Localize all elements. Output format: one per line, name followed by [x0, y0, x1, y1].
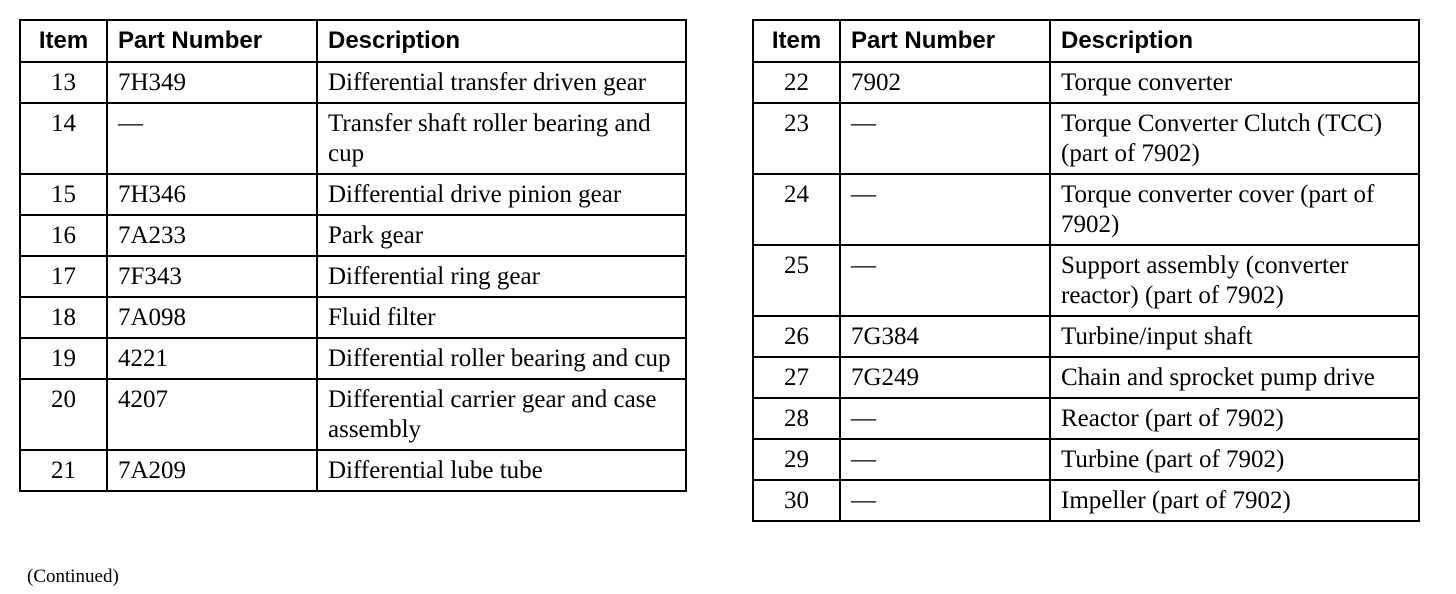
table-row — [20, 450, 686, 491]
table-header-row — [20, 20, 686, 62]
cell-description: Differential roller bearing and cup — [317, 338, 686, 379]
cell-item: 17 — [20, 256, 107, 297]
table-row — [753, 103, 1419, 174]
cell-description: Turbine (part of 7902) — [1050, 439, 1419, 480]
cell-part-number: — — [107, 103, 317, 174]
cell-description: Reactor (part of 7902) — [1050, 398, 1419, 439]
table-row — [753, 439, 1419, 480]
cell-part-number: 7A098 — [107, 297, 317, 338]
cell-part-number: — — [840, 174, 1050, 245]
cell-description: Turbine/input shaft — [1050, 316, 1419, 357]
cell-item: 19 — [20, 338, 107, 379]
cell-item: 20 — [20, 379, 107, 450]
cell-description: Differential lube tube — [317, 450, 686, 491]
header-part-number: Part Number — [840, 20, 1050, 62]
cell-part-number: — — [840, 103, 1050, 174]
cell-description: Torque converter cover (part of 7902) — [1050, 174, 1419, 245]
table-row — [20, 297, 686, 338]
table-row — [753, 174, 1419, 245]
table-row — [753, 357, 1419, 398]
cell-description: Chain and sprocket pump drive — [1050, 357, 1419, 398]
cell-description: Transfer shaft roller bearing and cup — [317, 103, 686, 174]
table-row — [753, 398, 1419, 439]
cell-item: 14 — [20, 103, 107, 174]
cell-item: 15 — [20, 174, 107, 215]
cell-part-number: 7H349 — [107, 62, 317, 103]
cell-description: Fluid filter — [317, 297, 686, 338]
cell-item: 29 — [753, 439, 840, 480]
header-description: Description — [317, 20, 686, 62]
cell-description: Differential ring gear — [317, 256, 686, 297]
table-row — [753, 480, 1419, 521]
cell-part-number: 7902 — [840, 62, 1050, 103]
cell-part-number: 4221 — [107, 338, 317, 379]
header-part-number: Part Number — [107, 20, 317, 62]
cell-description: Support assembly (converter reactor) (part of 7902) — [1050, 245, 1419, 316]
continued-note: (Continued) — [27, 566, 119, 587]
cell-description: Torque converter — [1050, 62, 1419, 103]
table-row — [753, 316, 1419, 357]
parts-table-left — [19, 19, 687, 492]
cell-item: 24 — [753, 174, 840, 245]
table-header-row — [753, 20, 1419, 62]
table-row — [20, 256, 686, 297]
cell-description: Torque Converter Clutch (TCC) (part of 7902) — [1050, 103, 1419, 174]
table-row — [20, 379, 686, 450]
cell-item: 27 — [753, 357, 840, 398]
cell-description: Differential carrier gear and case assembly — [317, 379, 686, 450]
cell-item: 30 — [753, 480, 840, 521]
cell-item: 18 — [20, 297, 107, 338]
header-item: Item — [753, 20, 840, 62]
header-description: Description — [1050, 20, 1419, 62]
cell-description: Differential transfer driven gear — [317, 62, 686, 103]
table-row — [20, 174, 686, 215]
parts-table-right — [752, 19, 1420, 522]
table-row — [20, 62, 686, 103]
cell-part-number: 7G384 — [840, 316, 1050, 357]
cell-part-number: — — [840, 398, 1050, 439]
header-item: Item — [20, 20, 107, 62]
table-row — [20, 215, 686, 256]
cell-part-number: 7A209 — [107, 450, 317, 491]
cell-description: Impeller (part of 7902) — [1050, 480, 1419, 521]
cell-item: 26 — [753, 316, 840, 357]
table-row — [753, 62, 1419, 103]
table-row — [753, 245, 1419, 316]
cell-item: 13 — [20, 62, 107, 103]
cell-part-number: — — [840, 245, 1050, 316]
cell-item: 28 — [753, 398, 840, 439]
cell-part-number: 7F343 — [107, 256, 317, 297]
cell-item: 21 — [20, 450, 107, 491]
cell-part-number: 4207 — [107, 379, 317, 450]
table-row — [20, 338, 686, 379]
cell-part-number: 7G249 — [840, 357, 1050, 398]
cell-item: 22 — [753, 62, 840, 103]
table-row — [20, 103, 686, 174]
cell-part-number: — — [840, 439, 1050, 480]
cell-part-number: 7A233 — [107, 215, 317, 256]
cell-part-number: 7H346 — [107, 174, 317, 215]
cell-item: 16 — [20, 215, 107, 256]
cell-item: 23 — [753, 103, 840, 174]
cell-description: Park gear — [317, 215, 686, 256]
cell-part-number: — — [840, 480, 1050, 521]
cell-description: Differential drive pinion gear — [317, 174, 686, 215]
cell-item: 25 — [753, 245, 840, 316]
